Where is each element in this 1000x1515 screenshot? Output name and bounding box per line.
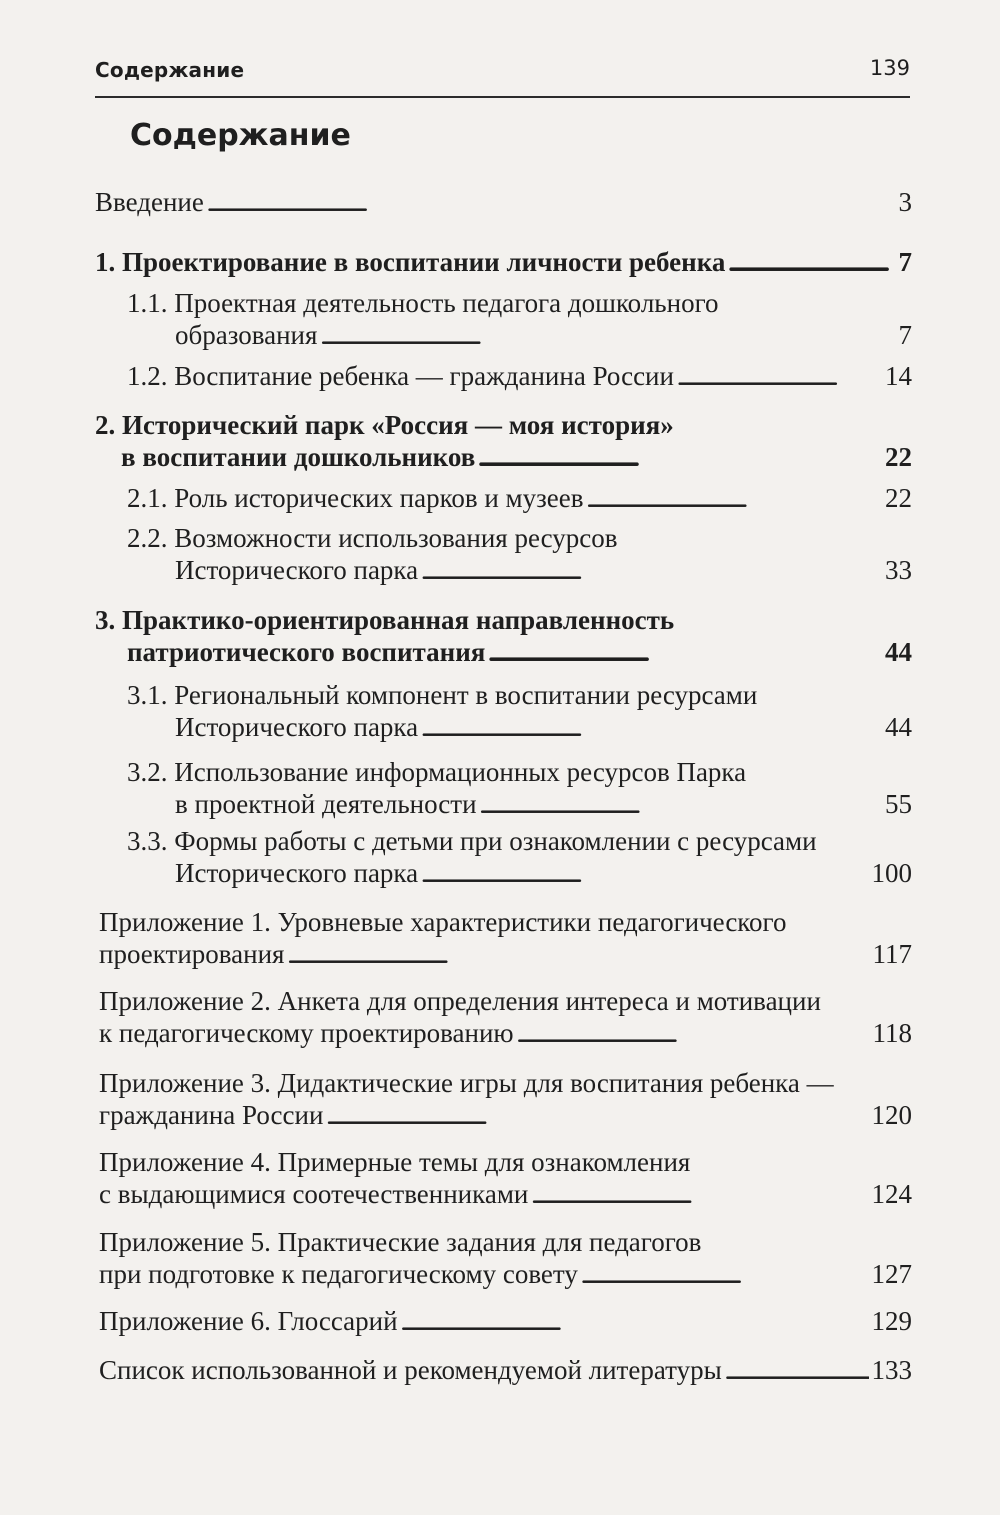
toc-page-number: 22 (885, 483, 912, 513)
toc-entry-text: 2. Исторический парк «Россия — моя история» (95, 410, 674, 440)
dot-leader (207, 186, 896, 220)
toc-entry-text: 2.2. Возможности использования ресурсов (127, 523, 618, 553)
toc-entry-text-continued: в воспитании дошкольников (121, 442, 476, 472)
toc-entry-text: Приложение 6. Глоссарий (99, 1306, 398, 1336)
toc-entry-text: Приложение 2. Анкета для определения интереса и мотивации (99, 986, 821, 1016)
toc-entry-text: Приложение 3. Дидактические игры для воспитания ребенка — (99, 1068, 834, 1098)
toc-page-number: 124 (871, 1179, 912, 1209)
toc-page-number: 55 (885, 789, 912, 819)
toc-page-number: 44 (885, 712, 912, 742)
toc-entry-appendix-2[interactable] (99, 985, 912, 1051)
dot-leader (478, 441, 882, 475)
toc-entry-text: Введение (95, 187, 204, 217)
toc-entry-text: 3.2. Использование информационных ресурсов Парка (127, 757, 747, 787)
toc-entry-chapter-3[interactable] (95, 604, 912, 670)
toc-entry-text-continued: к педагогическому проектированию (99, 1018, 514, 1048)
dot-leader (480, 788, 882, 822)
toc-entry-appendix-3[interactable] (99, 1067, 912, 1133)
toc-entry-appendix-5[interactable] (99, 1226, 912, 1292)
toc-entry-section-1-2[interactable] (127, 360, 912, 394)
toc-entry-text: Список использованной и рекомендуемой литературы (99, 1355, 722, 1385)
toc-entry-text: Приложение 1. Уровневые характеристики педагогического (99, 907, 787, 937)
page-header (95, 52, 910, 98)
toc-entry-literature[interactable] (99, 1354, 912, 1388)
toc-entry-section-2-1[interactable] (127, 482, 912, 516)
dot-leader (488, 636, 882, 670)
toc-entry-appendix-6[interactable] (99, 1305, 912, 1339)
dot-leader (421, 711, 882, 745)
toc-page-number: 33 (885, 555, 912, 585)
toc-entry-section-1-1[interactable] (127, 287, 912, 353)
toc-entry-text-continued: в проектной деятельности (175, 789, 477, 819)
toc-page-number: 127 (871, 1259, 912, 1289)
toc-entry-text-continued: образования (175, 320, 318, 350)
toc-entry-text: 1.2. Воспитание ребенка — гражданина России (127, 361, 674, 391)
toc-entry-text-continued: Исторического парка (175, 858, 419, 888)
dot-leader (320, 319, 895, 353)
toc-entry-section-3-1[interactable] (127, 679, 912, 745)
toc-entry-text: 3.3. Формы работы с детьми при ознакомлении с ресурсами (127, 826, 817, 856)
toc-entry-section-3-2[interactable] (127, 756, 912, 822)
toc-entry-text: Приложение 5. Практические задания для педагогов (99, 1227, 702, 1257)
toc-page-number: 120 (871, 1100, 912, 1130)
toc-entry-text-continued: при подготовке к педагогическому совету (99, 1259, 578, 1289)
toc-page-number: 129 (871, 1306, 912, 1336)
toc-entry-text: 3. Практико-ориентированная направленность (95, 605, 675, 635)
toc-page-number: 44 (885, 637, 912, 667)
toc-entry-appendix-1[interactable] (99, 906, 912, 972)
toc-entry-chapter-2[interactable] (95, 409, 912, 475)
toc-page-number: 22 (885, 442, 912, 472)
dot-leader (326, 1099, 868, 1133)
dot-leader (401, 1305, 869, 1339)
page-title: Содержание (130, 118, 351, 153)
toc-entry-text: 2.1. Роль исторических парков и музеев (127, 483, 584, 513)
toc-entry-text: 3.1. Региональный компонент в воспитании ресурсами (127, 680, 758, 710)
toc-page-number: 100 (871, 858, 912, 888)
toc-page-number: 14 (885, 361, 912, 391)
toc-page-number: 118 (872, 1018, 912, 1048)
toc-entry-text: Приложение 4. Примерные темы для ознакомления (99, 1147, 691, 1177)
toc-entry-section-2-2[interactable] (127, 522, 912, 588)
toc-entry-chapter-1[interactable] (95, 246, 912, 280)
toc-entry-section-3-3[interactable] (127, 825, 912, 891)
page-number: 139 (869, 56, 910, 80)
dot-leader (728, 246, 895, 280)
toc-entry-intro[interactable] (95, 186, 912, 220)
toc-entry-text-continued: Исторического парка (175, 712, 419, 742)
toc-entry-text-continued: патриотического воспитания (127, 637, 486, 667)
toc-page-number: 7 (898, 320, 912, 350)
dot-leader (725, 1354, 869, 1388)
toc-page-number: 3 (898, 187, 912, 217)
toc-entry-text: 1. Проектирование в воспитании личности ребенка (95, 247, 726, 277)
toc-entry-text-continued: гражданина России (99, 1100, 324, 1130)
toc-entry-text-continued: проектирования (99, 939, 285, 969)
toc-page-number: 117 (872, 939, 912, 969)
toc-entry-text-continued: с выдающимися соотечественниками (99, 1179, 529, 1209)
dot-leader (421, 554, 882, 588)
running-head: Содержание (95, 58, 245, 82)
dot-leader (287, 938, 869, 972)
dot-leader (531, 1178, 868, 1212)
dot-leader (677, 360, 882, 394)
dot-leader (421, 857, 868, 891)
toc-entry-text-continued: Исторического парка (175, 555, 419, 585)
dot-leader (517, 1017, 870, 1051)
dot-leader (586, 482, 882, 516)
toc-page-number: 7 (898, 247, 912, 277)
toc-entry-appendix-4[interactable] (99, 1146, 912, 1212)
toc-entry-text: 1.1. Проектная деятельность педагога дошкольного (127, 288, 719, 318)
dot-leader (581, 1258, 869, 1292)
toc-page-number: 133 (871, 1355, 912, 1385)
